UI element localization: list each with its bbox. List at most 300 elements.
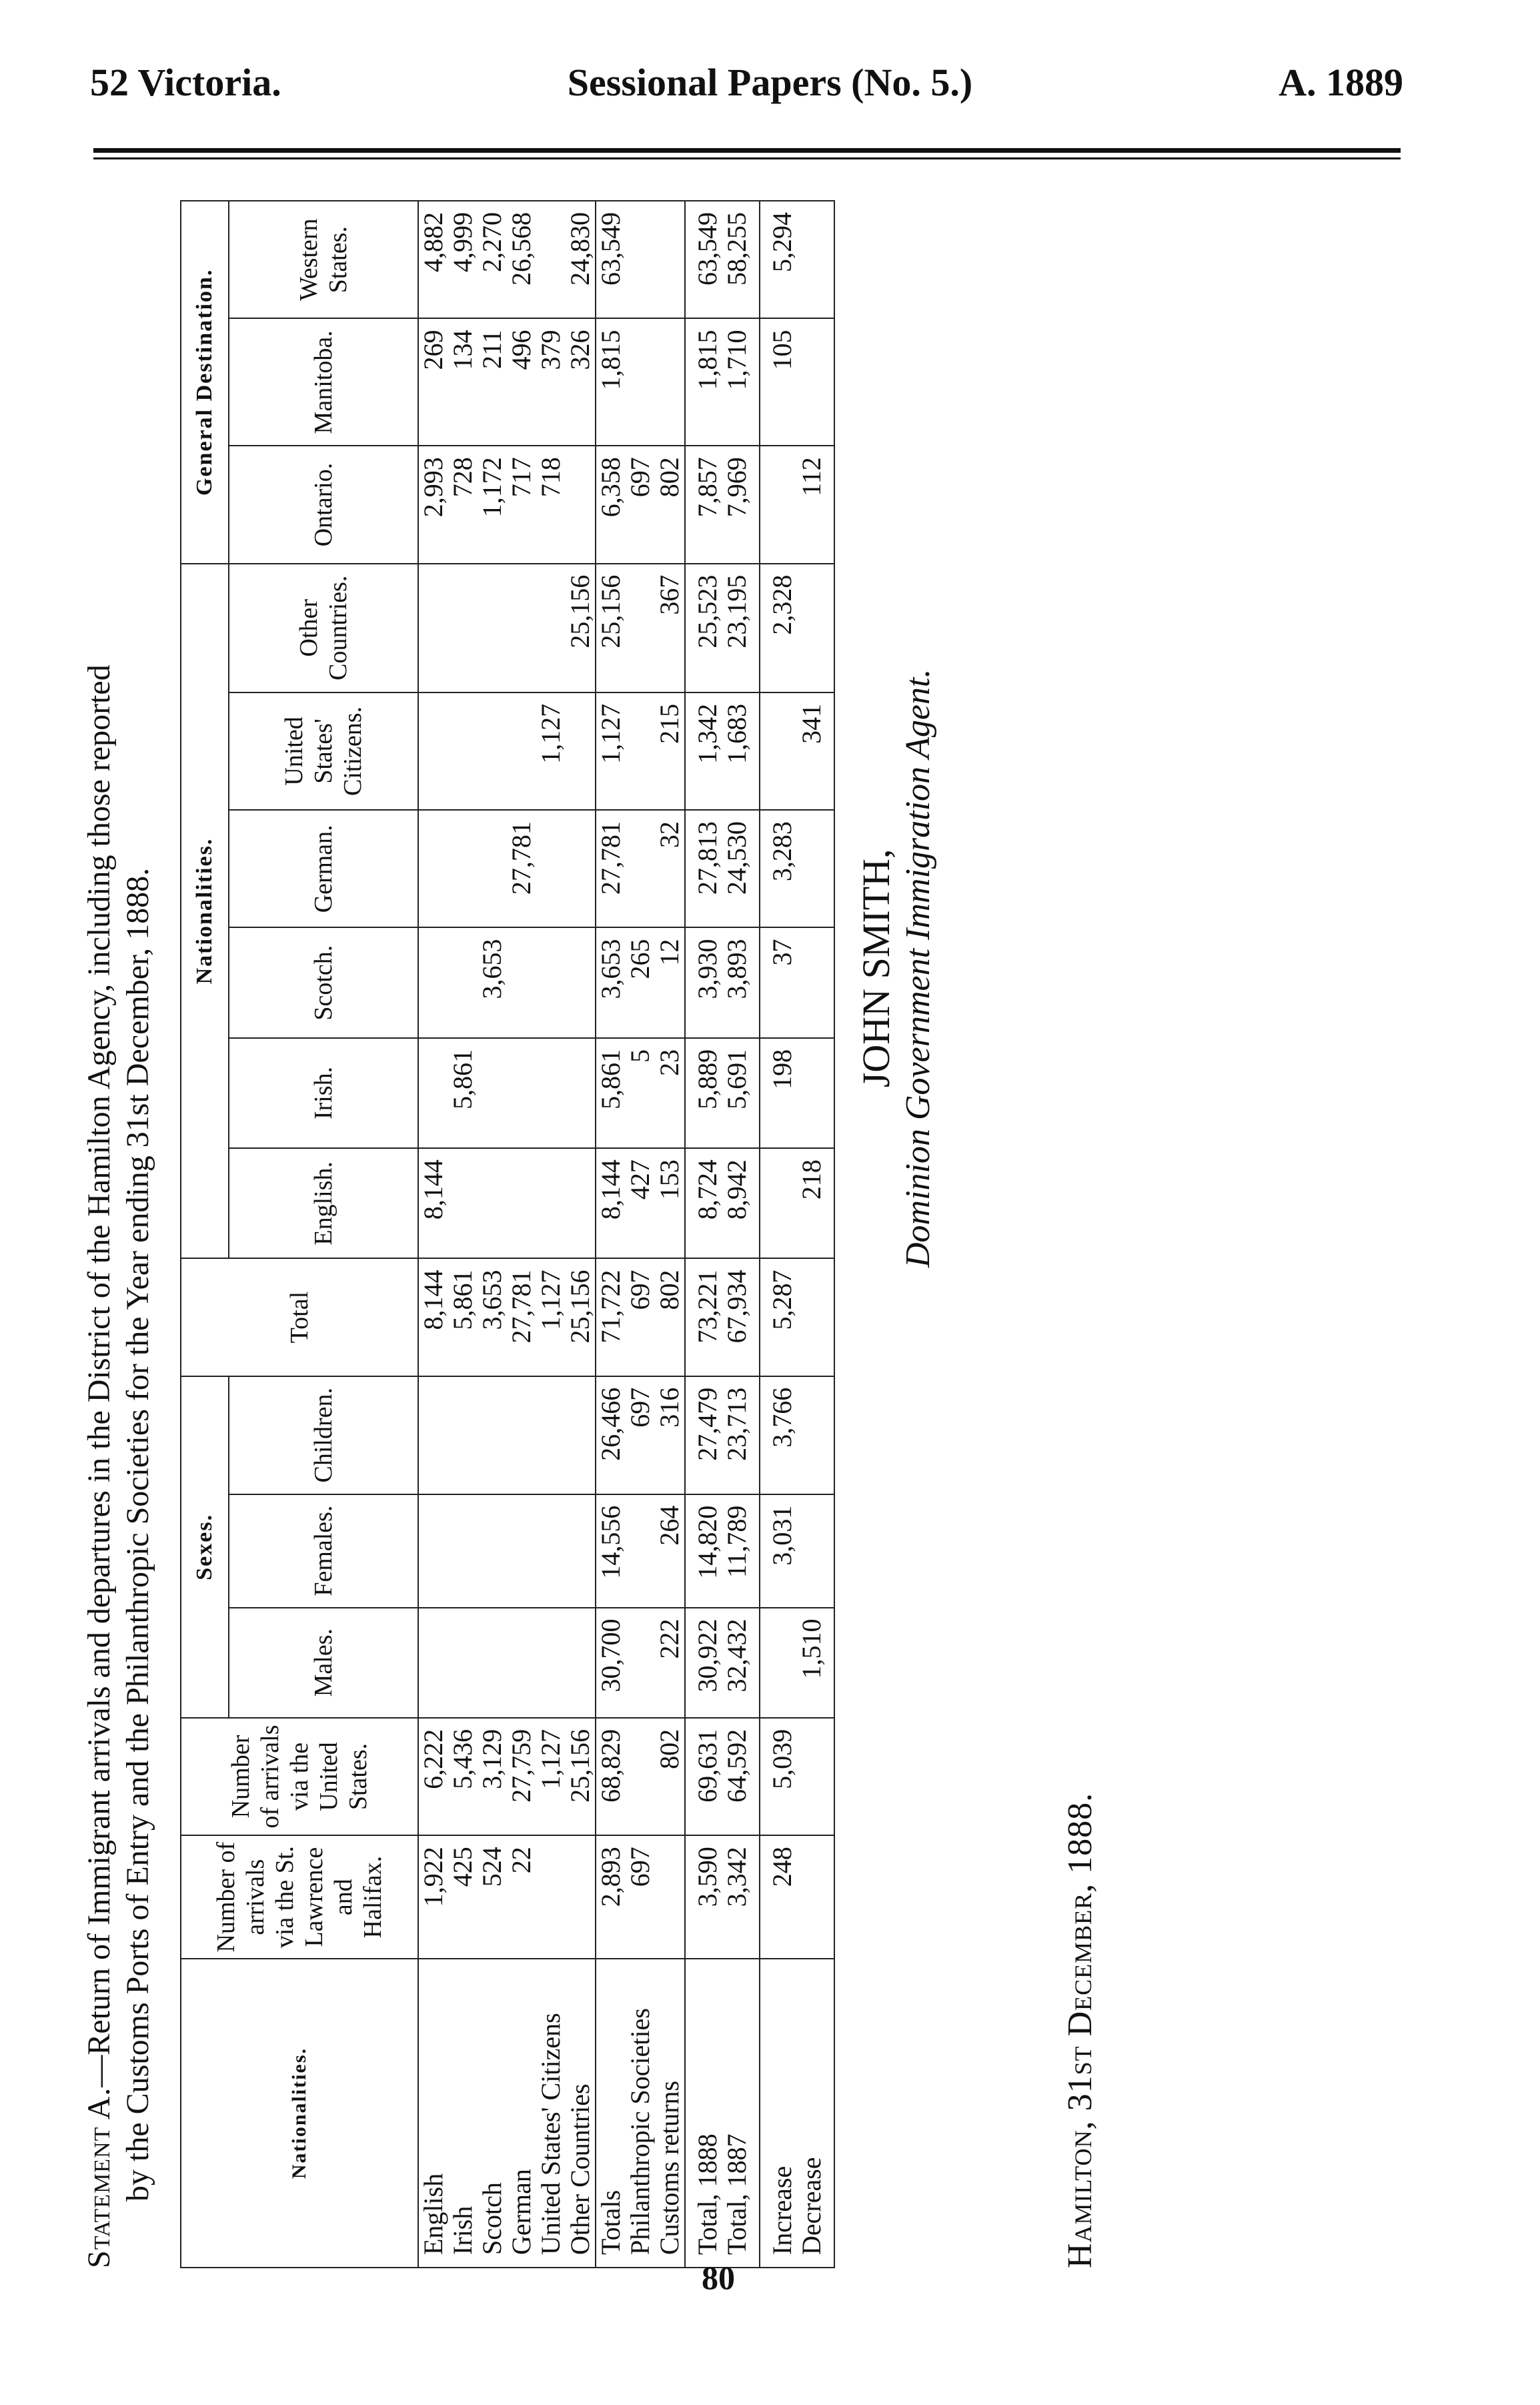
value: 5 bbox=[625, 1049, 655, 1063]
row-label: Total, 1888 bbox=[692, 2133, 722, 2255]
value bbox=[507, 1619, 536, 1717]
value: 8,942 bbox=[722, 1159, 752, 1220]
value bbox=[536, 1506, 566, 1607]
value bbox=[448, 575, 478, 692]
value: 27,781 bbox=[596, 821, 626, 895]
value: 30,922 bbox=[692, 1618, 722, 1693]
value: 32,432 bbox=[722, 1618, 752, 1693]
value bbox=[419, 1049, 448, 1147]
row-labels bbox=[760, 1959, 834, 2268]
page-number: 80 bbox=[702, 2259, 735, 2296]
cell-western-states bbox=[760, 201, 834, 318]
value: 71,722 bbox=[596, 1270, 626, 1344]
cell-males bbox=[596, 1608, 685, 1718]
value: 5,039 bbox=[767, 1729, 797, 1789]
cell-via-stl bbox=[418, 1835, 596, 1959]
value: 1,683 bbox=[722, 703, 752, 764]
value bbox=[419, 821, 448, 927]
value bbox=[448, 821, 478, 927]
value: 198 bbox=[767, 1049, 797, 1089]
value: 2,328 bbox=[767, 574, 797, 635]
col-head-total: Total bbox=[181, 1258, 418, 1376]
cell-females bbox=[418, 1494, 596, 1608]
cell-irish bbox=[596, 1038, 685, 1148]
value bbox=[448, 1388, 478, 1494]
value: 496 bbox=[506, 330, 536, 370]
value: 3,031 bbox=[767, 1505, 797, 1566]
table-row bbox=[418, 201, 596, 2268]
value: 3,893 bbox=[722, 939, 752, 999]
value bbox=[797, 575, 826, 692]
value: 11,789 bbox=[722, 1505, 752, 1578]
cell-children bbox=[418, 1376, 596, 1494]
row-label: Irish bbox=[448, 2206, 478, 2255]
value: 264 bbox=[654, 1505, 684, 1546]
cell-females bbox=[685, 1494, 760, 1608]
row-label: German bbox=[506, 2169, 536, 2255]
cell-via-us bbox=[760, 1718, 834, 1835]
value bbox=[626, 575, 655, 692]
value bbox=[478, 1159, 507, 1258]
cell-scotch bbox=[418, 928, 596, 1038]
value: 26,466 bbox=[596, 1387, 626, 1461]
col-head-via-us: Number of arrivals via the United States. bbox=[181, 1718, 418, 1835]
value: 3,930 bbox=[692, 939, 722, 999]
value: 30,700 bbox=[596, 1618, 626, 1693]
cell-children bbox=[760, 1376, 834, 1494]
value bbox=[419, 1388, 448, 1494]
value bbox=[566, 1388, 595, 1494]
value bbox=[507, 704, 536, 809]
col-head-via-stl: Number of arrivals via the St. Lawrence and Halifax. bbox=[181, 1835, 418, 1959]
statement-title bbox=[80, 200, 157, 2268]
value: 25,156 bbox=[565, 1270, 595, 1344]
cell-total bbox=[596, 1258, 685, 1376]
value: 5,861 bbox=[596, 1049, 626, 1109]
value bbox=[536, 1847, 566, 1958]
cell-females bbox=[760, 1494, 834, 1608]
value: 1,127 bbox=[536, 1270, 566, 1330]
header-rule-thin bbox=[93, 157, 1401, 159]
value: 23,195 bbox=[722, 574, 752, 648]
cell-scotch bbox=[596, 928, 685, 1038]
value: 14,820 bbox=[692, 1505, 722, 1579]
value: 3,283 bbox=[767, 821, 797, 882]
value: 25,156 bbox=[565, 1729, 595, 1803]
value: 8,144 bbox=[418, 1159, 448, 1220]
value bbox=[566, 704, 595, 809]
row-labels bbox=[596, 1959, 685, 2268]
value bbox=[448, 1506, 478, 1607]
value: 5,861 bbox=[448, 1049, 478, 1109]
col-head-ontario: Ontario. bbox=[229, 446, 418, 563]
value bbox=[536, 1049, 566, 1147]
value: 105 bbox=[767, 330, 797, 370]
value bbox=[797, 1847, 826, 1958]
cell-other-countries bbox=[418, 564, 596, 692]
cell-scotch bbox=[685, 928, 760, 1038]
header-rule-thick bbox=[93, 148, 1401, 153]
col-head-other-countries: Other Countries. bbox=[229, 564, 418, 692]
cell-ontario bbox=[685, 446, 760, 563]
value: 2,993 bbox=[418, 457, 448, 518]
table-body bbox=[418, 201, 834, 2268]
col-head-english: English. bbox=[229, 1148, 418, 1258]
value: 7,969 bbox=[722, 457, 752, 518]
value bbox=[626, 821, 655, 927]
value: 26,568 bbox=[506, 212, 536, 286]
col-head-us-citizens: United States' Citizens. bbox=[229, 692, 418, 810]
value bbox=[536, 1159, 566, 1258]
value: 728 bbox=[448, 457, 478, 498]
cell-other-countries bbox=[596, 564, 685, 692]
value: 1,127 bbox=[536, 1729, 566, 1789]
value bbox=[797, 330, 826, 445]
table-row bbox=[596, 201, 685, 2268]
value: 112 bbox=[796, 457, 826, 496]
cell-males bbox=[760, 1608, 834, 1718]
signature-name: JOHN SMITH, bbox=[854, 849, 898, 1088]
header-left: 52 Victoria. bbox=[90, 61, 281, 104]
value bbox=[419, 1619, 448, 1717]
value bbox=[626, 704, 655, 809]
header-right: A. 1889 bbox=[1279, 61, 1403, 104]
value: 6,358 bbox=[596, 457, 626, 518]
cell-via-us bbox=[418, 1718, 596, 1835]
value: 3,342 bbox=[722, 1847, 752, 1907]
signature-title: Dominion Government Immigration Agent. bbox=[899, 668, 937, 1268]
value: 27,759 bbox=[506, 1729, 536, 1803]
cell-via-us bbox=[596, 1718, 685, 1835]
value: 1,127 bbox=[536, 703, 566, 764]
value: 3,129 bbox=[477, 1729, 507, 1789]
cell-us-citizens bbox=[596, 692, 685, 810]
signature bbox=[854, 669, 938, 1268]
value bbox=[768, 704, 797, 809]
value: 14,556 bbox=[596, 1505, 626, 1579]
col-head-scotch: Scotch. bbox=[229, 928, 418, 1038]
value bbox=[419, 704, 448, 809]
value: 1,815 bbox=[596, 330, 626, 390]
group-head-sexes: Sexes. bbox=[181, 1376, 229, 1718]
value: 316 bbox=[654, 1387, 684, 1428]
row-label: Other Countries bbox=[565, 2083, 595, 2255]
row-labels bbox=[685, 1959, 760, 2268]
value bbox=[536, 575, 566, 692]
value bbox=[797, 1049, 826, 1147]
value bbox=[626, 1729, 655, 1835]
value: 1,710 bbox=[722, 330, 752, 390]
value bbox=[478, 575, 507, 692]
value: 425 bbox=[448, 1847, 478, 1887]
dateline: Hamilton, 31st December, 1888. bbox=[1061, 1792, 1099, 2268]
value: 27,781 bbox=[506, 1270, 536, 1344]
value: 3,653 bbox=[596, 939, 626, 999]
cell-other-countries bbox=[760, 564, 834, 692]
value: 4,999 bbox=[448, 212, 478, 272]
cell-via-stl bbox=[760, 1835, 834, 1959]
value: 25,156 bbox=[596, 574, 626, 648]
value bbox=[478, 1506, 507, 1607]
value bbox=[768, 1159, 797, 1258]
value bbox=[566, 1847, 595, 1958]
value bbox=[566, 1049, 595, 1147]
value: 1,922 bbox=[418, 1847, 448, 1907]
value: 5,294 bbox=[767, 212, 797, 272]
value: 524 bbox=[477, 1847, 507, 1887]
value: 1,127 bbox=[596, 703, 626, 764]
rotated-statement bbox=[80, 200, 1147, 2268]
value bbox=[768, 1619, 797, 1717]
value: 211 bbox=[477, 330, 507, 369]
value: 427 bbox=[625, 1159, 655, 1200]
value: 37 bbox=[767, 939, 797, 966]
value: 27,781 bbox=[506, 821, 536, 895]
cell-males bbox=[685, 1608, 760, 1718]
cell-ontario bbox=[418, 446, 596, 563]
col-head-nationalities: Nationalities. bbox=[181, 1959, 418, 2268]
value: 717 bbox=[506, 457, 536, 498]
value bbox=[478, 1619, 507, 1717]
value bbox=[478, 1049, 507, 1147]
value bbox=[797, 821, 826, 927]
cell-western-states bbox=[596, 201, 685, 318]
value bbox=[448, 1619, 478, 1717]
table-row bbox=[685, 201, 760, 2268]
value: 8,144 bbox=[418, 1270, 448, 1330]
cell-females bbox=[596, 1494, 685, 1608]
value bbox=[626, 1506, 655, 1607]
value: 697 bbox=[625, 1270, 655, 1310]
value: 802 bbox=[654, 1729, 684, 1769]
value: 25,523 bbox=[692, 574, 722, 648]
value: 218 bbox=[796, 1159, 826, 1200]
value: 1,172 bbox=[477, 457, 507, 518]
value bbox=[566, 457, 595, 562]
value: 1,815 bbox=[692, 330, 722, 390]
cell-scotch bbox=[760, 928, 834, 1038]
value: 5,287 bbox=[767, 1270, 797, 1330]
value: 697 bbox=[625, 457, 655, 498]
value bbox=[566, 821, 595, 927]
header-center: Sessional Papers (No. 5.) bbox=[567, 61, 973, 104]
row-label: United States' Citizens bbox=[536, 2013, 566, 2255]
value: 23 bbox=[654, 1049, 684, 1076]
value: 4,882 bbox=[418, 212, 448, 272]
value: 153 bbox=[654, 1159, 684, 1200]
value: 73,221 bbox=[692, 1270, 722, 1344]
cell-german bbox=[685, 810, 760, 927]
cell-other-countries bbox=[685, 564, 760, 692]
value bbox=[507, 1388, 536, 1494]
row-label: Decrease bbox=[796, 2157, 826, 2255]
row-label: Increase bbox=[767, 2166, 797, 2255]
value bbox=[419, 1506, 448, 1607]
value bbox=[626, 1619, 655, 1717]
value bbox=[536, 939, 566, 1037]
value: 1,342 bbox=[692, 703, 722, 764]
value bbox=[566, 1506, 595, 1607]
value: 12 bbox=[654, 939, 684, 966]
value: 341 bbox=[796, 703, 826, 744]
row-labels bbox=[418, 1959, 596, 2268]
value bbox=[797, 1388, 826, 1494]
value: 3,590 bbox=[692, 1847, 722, 1907]
value: 802 bbox=[654, 1270, 684, 1310]
value bbox=[507, 1049, 536, 1147]
value: 5,436 bbox=[448, 1729, 478, 1789]
value: 5,691 bbox=[722, 1049, 752, 1109]
value bbox=[478, 1388, 507, 1494]
value: 1,510 bbox=[796, 1618, 826, 1679]
value: 32 bbox=[654, 821, 684, 849]
value: 68,829 bbox=[596, 1729, 626, 1803]
col-head-western-states: Western States. bbox=[229, 201, 418, 318]
cell-us-citizens bbox=[760, 692, 834, 810]
cell-manitoba bbox=[685, 318, 760, 446]
value bbox=[419, 939, 448, 1037]
value bbox=[626, 212, 655, 318]
value bbox=[566, 939, 595, 1037]
cell-ontario bbox=[596, 446, 685, 563]
value: 718 bbox=[536, 457, 566, 498]
value: 23,713 bbox=[722, 1387, 752, 1461]
value: 63,549 bbox=[692, 212, 722, 286]
col-head-children: Children. bbox=[229, 1376, 418, 1494]
cell-western-states bbox=[418, 201, 596, 318]
value: 3,653 bbox=[477, 939, 507, 999]
value bbox=[536, 1388, 566, 1494]
value bbox=[478, 704, 507, 809]
row-label: Totals bbox=[596, 2190, 626, 2255]
value: 134 bbox=[448, 330, 478, 370]
cell-english bbox=[760, 1148, 834, 1258]
value bbox=[655, 212, 684, 318]
value: 8,724 bbox=[692, 1159, 722, 1220]
value: 6,222 bbox=[418, 1729, 448, 1789]
cell-children bbox=[596, 1376, 685, 1494]
value: 69,631 bbox=[692, 1729, 722, 1803]
title-line1: —Return of Immigrant arrivals and departures in the District of the Hamilton Agency, including those reported bbox=[81, 664, 117, 2087]
value: 215 bbox=[654, 703, 684, 744]
row-label: Philanthropic Societies bbox=[625, 2008, 655, 2255]
value: 3,766 bbox=[767, 1387, 797, 1448]
group-head-destination: General Destination. bbox=[181, 201, 229, 564]
value: 265 bbox=[625, 939, 655, 979]
value bbox=[419, 575, 448, 692]
value: 248 bbox=[767, 1847, 797, 1887]
value bbox=[448, 704, 478, 809]
value: 7,857 bbox=[692, 457, 722, 518]
value: 8,144 bbox=[596, 1159, 626, 1220]
value bbox=[478, 821, 507, 927]
value bbox=[655, 330, 684, 445]
value bbox=[507, 1506, 536, 1607]
row-label: Customs returns bbox=[654, 2080, 684, 2255]
value bbox=[768, 457, 797, 562]
value: 24,830 bbox=[565, 212, 595, 286]
cell-manitoba bbox=[418, 318, 596, 446]
value bbox=[536, 821, 566, 927]
value: 67,934 bbox=[722, 1270, 752, 1344]
value bbox=[566, 1159, 595, 1258]
value bbox=[655, 1847, 684, 1958]
value bbox=[797, 1270, 826, 1375]
value: 25,156 bbox=[565, 574, 595, 648]
cell-western-states bbox=[685, 201, 760, 318]
value: 27,813 bbox=[692, 821, 722, 895]
col-head-manitoba: Manitoba. bbox=[229, 318, 418, 446]
cell-total bbox=[685, 1258, 760, 1376]
table-row bbox=[760, 201, 834, 2268]
cell-irish bbox=[760, 1038, 834, 1148]
value bbox=[797, 1506, 826, 1607]
value: 63,549 bbox=[596, 212, 626, 286]
value bbox=[797, 1729, 826, 1835]
value: 5,861 bbox=[448, 1270, 478, 1330]
value bbox=[507, 575, 536, 692]
cell-manitoba bbox=[760, 318, 834, 446]
value: 2,893 bbox=[596, 1847, 626, 1907]
cell-total bbox=[760, 1258, 834, 1376]
value bbox=[797, 212, 826, 318]
cell-german bbox=[760, 810, 834, 927]
value: 5,889 bbox=[692, 1049, 722, 1109]
cell-german bbox=[418, 810, 596, 927]
cell-german bbox=[596, 810, 685, 927]
value: 802 bbox=[654, 457, 684, 498]
col-head-males: Males. bbox=[229, 1608, 418, 1718]
value: 22 bbox=[506, 1847, 536, 1874]
row-label: Scotch bbox=[477, 2182, 507, 2255]
col-head-irish: Irish. bbox=[229, 1038, 418, 1148]
immigration-table bbox=[180, 200, 835, 2268]
value: 326 bbox=[565, 330, 595, 370]
value: 24,530 bbox=[722, 821, 752, 895]
value: 2,270 bbox=[477, 212, 507, 272]
cell-us-citizens bbox=[685, 692, 760, 810]
value: 3,653 bbox=[477, 1270, 507, 1330]
cell-english bbox=[685, 1148, 760, 1258]
title-lead: Statement A. bbox=[81, 2087, 117, 2268]
value: 64,592 bbox=[722, 1729, 752, 1803]
value bbox=[448, 1159, 478, 1258]
cell-children bbox=[685, 1376, 760, 1494]
cell-via-stl bbox=[685, 1835, 760, 1959]
cell-irish bbox=[418, 1038, 596, 1148]
cell-males bbox=[418, 1608, 596, 1718]
value bbox=[626, 330, 655, 445]
value: 27,479 bbox=[692, 1387, 722, 1461]
value bbox=[566, 1619, 595, 1717]
title-line2: by the Customs Ports of Entry and the Philanthropic Societies for the Year ending 31st December, 1888. bbox=[120, 867, 155, 2202]
cell-via-us bbox=[685, 1718, 760, 1835]
cell-english bbox=[596, 1148, 685, 1258]
value bbox=[448, 939, 478, 1037]
value: 697 bbox=[625, 1387, 655, 1428]
group-head-nationalities: Nationalities. bbox=[181, 564, 229, 1259]
cell-us-citizens bbox=[418, 692, 596, 810]
cell-ontario bbox=[760, 446, 834, 563]
col-head-females: Females. bbox=[229, 1494, 418, 1608]
row-label: Total, 1887 bbox=[722, 2133, 752, 2255]
value bbox=[507, 939, 536, 1037]
value: 58,255 bbox=[722, 212, 752, 286]
row-label: English bbox=[418, 2173, 448, 2255]
value: 367 bbox=[654, 574, 684, 615]
value bbox=[536, 1619, 566, 1717]
value: 222 bbox=[654, 1618, 684, 1659]
